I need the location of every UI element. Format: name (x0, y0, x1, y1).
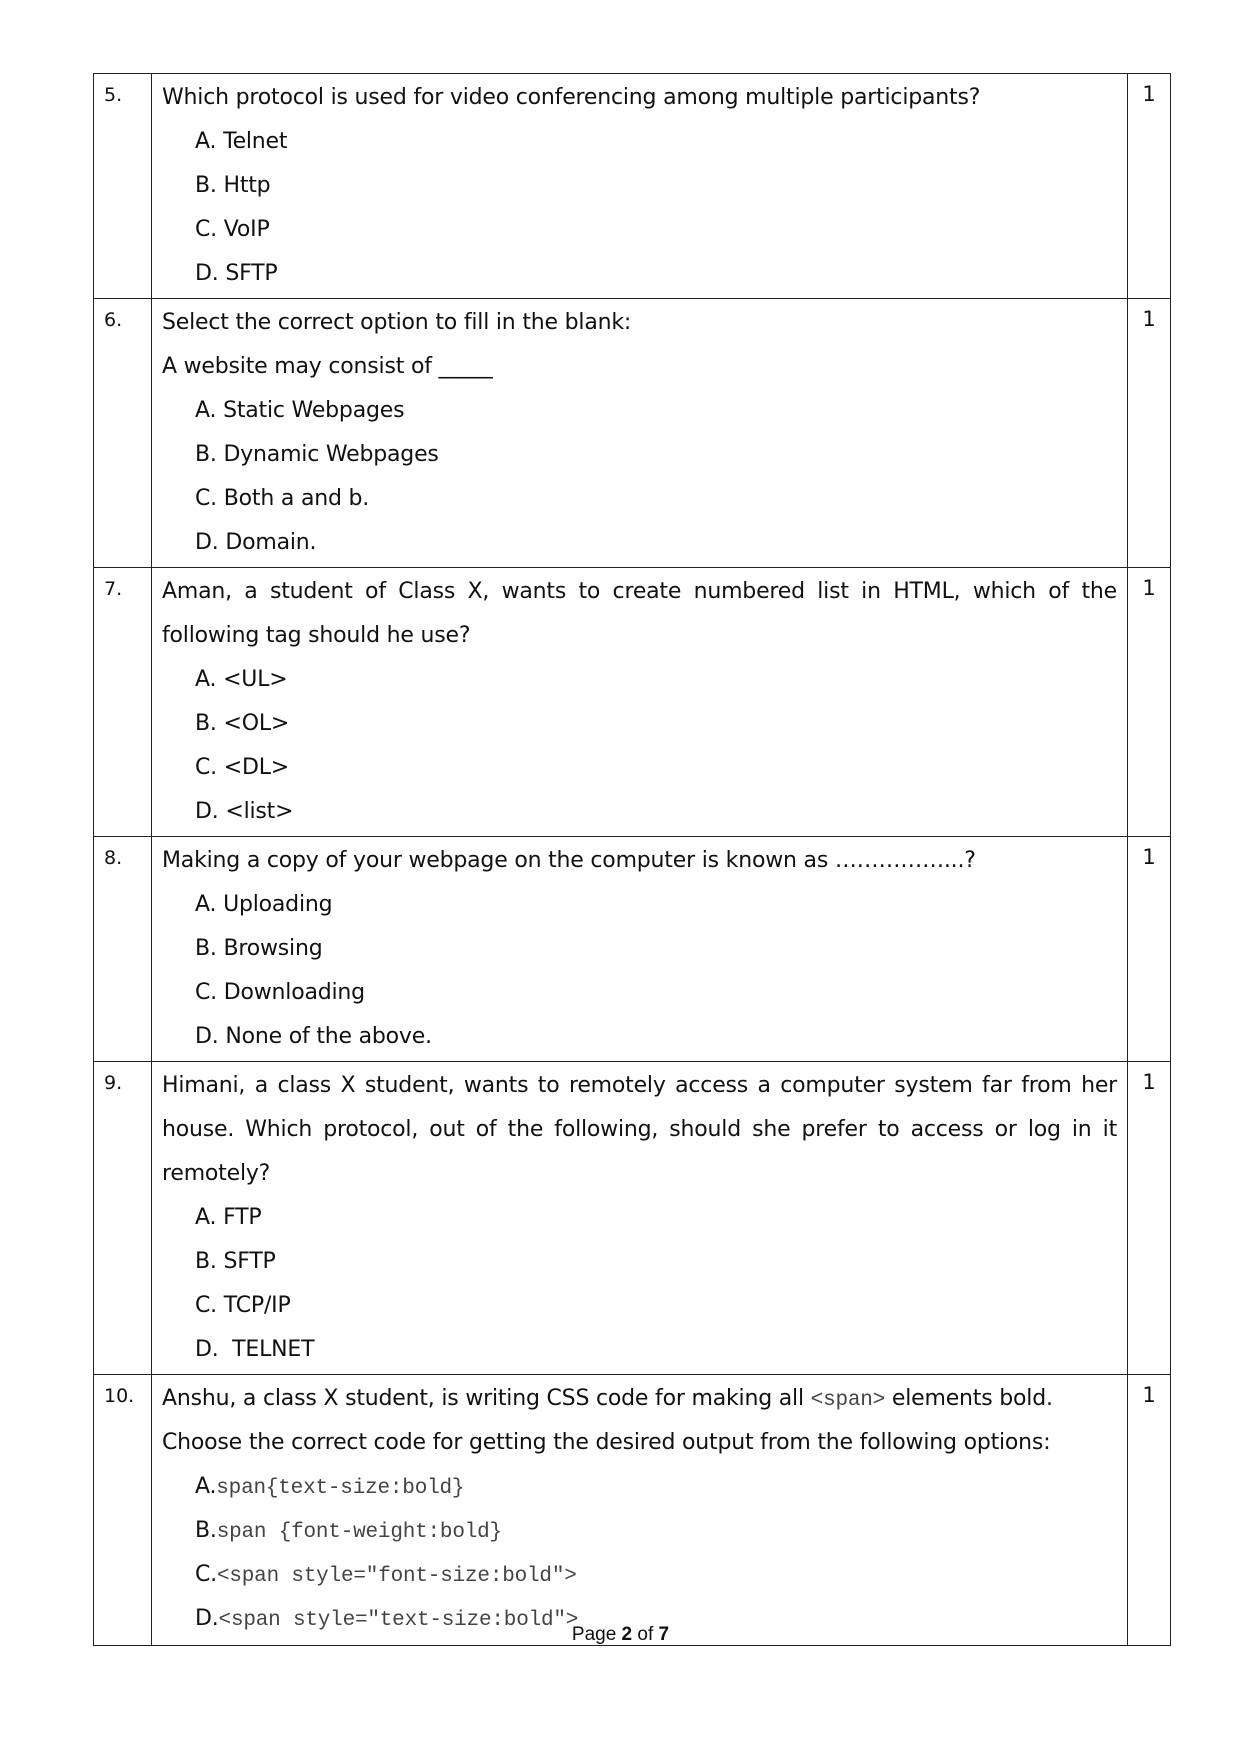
option-code: span{text-size:bold} (216, 1477, 465, 1500)
option-d (162, 790, 1117, 834)
question-number: 9. (94, 1062, 152, 1375)
option-b (162, 1240, 1117, 1284)
question-body (152, 299, 1128, 568)
option-label: D. (195, 1024, 219, 1049)
option-label: B. (195, 936, 217, 961)
question-number: 6. (94, 299, 152, 568)
question-text: Select the correct option to fill in the blank: (162, 310, 632, 335)
question-body (152, 837, 1128, 1062)
option-label: A. (195, 892, 217, 917)
option-b (162, 1509, 1117, 1553)
question-marks: 1 (1128, 568, 1171, 837)
option-label: A. (195, 398, 217, 423)
question-text-part: elements bold. (885, 1386, 1053, 1411)
option-label: B. (195, 711, 217, 736)
option-d (162, 1328, 1117, 1372)
question-body (152, 568, 1128, 837)
question-table (93, 73, 1171, 1646)
option-label: C. (195, 980, 217, 1005)
option-c (162, 971, 1117, 1015)
question-marks: 1 (1128, 74, 1171, 299)
option-b (162, 702, 1117, 746)
option-text: <UL> (223, 667, 288, 692)
option-d (162, 252, 1117, 296)
option-label: A. (195, 1205, 217, 1230)
option-a (162, 1465, 1117, 1509)
inline-code: <span> (810, 1389, 886, 1412)
option-text: VoIP (223, 217, 270, 242)
option-label: B. (195, 1518, 217, 1543)
option-c (162, 1553, 1117, 1597)
option-d (162, 521, 1117, 565)
page-total: 7 (658, 1624, 670, 1645)
question-number: 8. (94, 837, 152, 1062)
option-b (162, 433, 1117, 477)
question-row (94, 837, 1171, 1062)
option-label: A. (195, 667, 217, 692)
option-text: TELNET (225, 1337, 315, 1362)
question-number: 7. (94, 568, 152, 837)
option-text: None of the above. (225, 1024, 432, 1049)
option-label: D. (195, 261, 219, 286)
option-text: Uploading (223, 892, 333, 917)
page-of-label: of (632, 1624, 659, 1645)
option-label: C. (195, 217, 217, 242)
option-code: <span style="font-size:bold"> (216, 1565, 577, 1588)
option-label: B. (195, 1249, 217, 1274)
question-number: 10. (94, 1375, 152, 1646)
question-body (152, 1062, 1128, 1375)
page-footer (0, 1624, 1241, 1646)
question-marks: 1 (1128, 1062, 1171, 1375)
question-text-part: Anshu, a class X student, is writing CSS code for making all (162, 1386, 811, 1411)
question-text: Himani, a class X student, wants to remotely access a computer system far from her house. Which protocol, out of the following, should she prefer to access or log in it remotely? (162, 1073, 1117, 1186)
option-text: Downloading (223, 980, 365, 1005)
option-label: D. (195, 1606, 219, 1631)
option-text: FTP (223, 1205, 262, 1230)
option-text: SFTP (223, 1249, 276, 1274)
option-c (162, 746, 1117, 790)
option-a (162, 120, 1117, 164)
question-row (94, 1062, 1171, 1375)
option-label: C. (195, 1293, 217, 1318)
option-a (162, 389, 1117, 433)
option-text: SFTP (225, 261, 278, 286)
question-text-line-2: A website may consist of _____ (162, 354, 493, 379)
question-row (94, 299, 1171, 568)
question-row (94, 568, 1171, 837)
option-label: B. (195, 442, 217, 467)
option-c (162, 477, 1117, 521)
question-text: Aman, a student of Class X, wants to create numbered list in HTML, which of the following tag should he use? (162, 579, 1117, 648)
question-text (162, 1377, 1117, 1421)
option-label: C. (195, 1562, 217, 1587)
question-number: 5. (94, 74, 152, 299)
question-text: Which protocol is used for video conferencing among multiple participants? (162, 85, 981, 110)
option-label: B. (195, 173, 217, 198)
option-label: D. (195, 799, 219, 824)
option-text: Dynamic Webpages (223, 442, 439, 467)
option-text: <OL> (223, 711, 290, 736)
option-text: TCP/IP (223, 1293, 291, 1318)
option-c (162, 1284, 1117, 1328)
question-row (94, 1375, 1171, 1646)
option-text: Http (223, 173, 271, 198)
page-current: 2 (621, 1624, 633, 1645)
option-label: D. (195, 1337, 219, 1362)
question-marks: 1 (1128, 1375, 1171, 1646)
option-label: C. (195, 486, 217, 511)
option-c (162, 208, 1117, 252)
option-text: Both a and b. (223, 486, 370, 511)
option-label: D. (195, 530, 219, 555)
option-text: <DL> (223, 755, 290, 780)
option-code: span {font-weight:bold} (216, 1521, 502, 1544)
option-text: Static Webpages (223, 398, 405, 423)
option-d (162, 1015, 1117, 1059)
question-body (152, 74, 1128, 299)
question-body (152, 1375, 1128, 1646)
option-b (162, 164, 1117, 208)
option-label: A. (195, 1474, 217, 1499)
question-marks: 1 (1128, 299, 1171, 568)
question-row (94, 74, 1171, 299)
question-text-line-2: Choose the correct code for getting the desired output from the following options: (162, 1430, 1051, 1455)
option-label: C. (195, 755, 217, 780)
question-marks: 1 (1128, 837, 1171, 1062)
page-label: Page (571, 1624, 622, 1645)
option-text: Telnet (223, 129, 288, 154)
option-a (162, 1196, 1117, 1240)
option-a (162, 883, 1117, 927)
question-text: Making a copy of your webpage on the computer is known as ……………...? (162, 848, 976, 873)
option-label: A. (195, 129, 217, 154)
option-text: Browsing (223, 936, 323, 961)
option-text: <list> (225, 799, 294, 824)
option-b (162, 927, 1117, 971)
option-a (162, 658, 1117, 702)
option-code: <span style="text-size:bold"> (218, 1609, 579, 1632)
option-text: Domain. (225, 530, 317, 555)
